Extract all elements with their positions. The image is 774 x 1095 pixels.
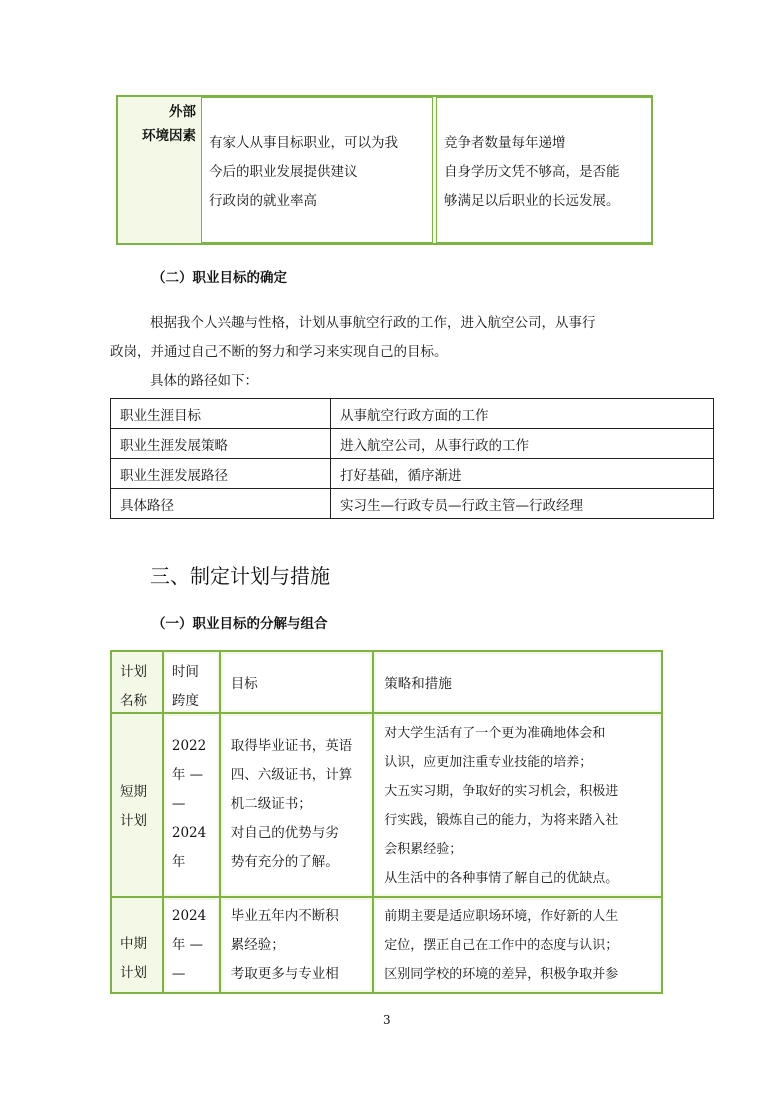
text-line: 今后的职业发展提供建议 [209,164,358,180]
text-line: 够满足以后职业的长远发展。 [444,193,620,209]
table-cell: 打好基础，循序渐进 [331,459,714,489]
strategy-line: 定位，摆正自己在工作中的态度与认识； [384,938,619,953]
span-line: — [171,966,186,982]
time-span-cell [163,897,220,993]
plan-name-line: 中期 [120,936,147,952]
career-path-table [110,398,714,519]
table-cell: 具体路径 [111,489,331,519]
section-heading: （一）职业目标的分解与组合 [152,616,328,632]
goal-line: 势有充分的了解。 [230,854,339,870]
table-cell: 职业生涯发展策略 [111,429,331,459]
text-line: 竞争者数量每年递增 [444,135,566,151]
table-row [111,429,714,459]
span-line: — [171,796,186,812]
strategy-line: 会积累经验； [384,842,463,857]
strategy-cell [373,713,662,897]
table-row [111,459,714,489]
table-row [111,489,714,519]
goal-line: 取得毕业证书，英语 [230,738,353,754]
goal-cell [220,713,373,897]
strategy-line: 区别同学校的环境的差异，积极争取并参 [384,967,619,982]
strategy-line: 前期主要是适应职场环境，作好新的人生 [384,909,619,924]
span-line: 年 [171,854,186,870]
header-text: 目标 [223,654,370,710]
header-line: 时间 [171,664,199,680]
opportunity-text [209,129,398,216]
strategy-line: 行实践，锻炼自己的能力，为将来踏入社 [384,813,619,828]
environment-label [130,100,196,148]
table-row [111,713,662,897]
plan-name-line: 计划 [120,813,147,829]
table-row [111,897,662,993]
span-line: 2024 [171,908,207,924]
text-line: 自身学历文凭不够高，是否能 [444,164,620,180]
strategy-line: 大五实习期，争取好的实习机会，积极进 [384,784,619,799]
strategy-cell [373,897,662,993]
text-line: 行政岗的就业率高 [209,193,317,209]
plan-table [110,650,663,994]
plan-name-cell [111,897,163,993]
goal-cell [220,897,373,993]
span-line: 2022 [171,738,207,754]
header-line: 名称 [120,693,147,709]
table-cell: 实习生—行政专员—行政主管—行政经理 [331,489,714,519]
strategy-line: 从生活中的各种事情了解自己的优缺点。 [384,871,619,886]
table-row [111,399,714,429]
section-heading: （二）职业目标的确定 [152,270,287,286]
header-cell [220,651,373,713]
span-line: 年 — [171,937,204,953]
paragraph-line: 具体的路径如下： [150,373,258,389]
strategy-line: 对大学生活有了一个更为准确地体会和 [384,726,606,741]
header-cell [373,651,662,713]
header-cell [163,651,220,713]
goal-line: 累经验； [230,937,285,953]
span-line: 年 — [171,767,204,783]
label-line: 环境因素 [142,128,196,144]
goal-line: 机二级证书； [230,796,312,812]
span-line: 2024 [171,825,207,841]
goal-line: 考取更多与专业相 [230,966,339,982]
paragraph-line: 根据我个人兴趣与性格，计划从事航空行政的工作，进入航空公司，从事行 [150,315,596,331]
text-line: 有家人从事目标职业，可以为我 [209,135,398,151]
paragraph-line: 政岗，并通过自己不断的努力和学习来实现自己的目标。 [110,344,448,360]
plan-name-line: 短期 [120,784,147,800]
header-cell [111,651,163,713]
header-line: 计划 [120,664,147,680]
threat-text [444,129,620,216]
table-cell: 职业生涯目标 [111,399,331,429]
plan-name-line: 计划 [120,965,147,981]
goal-line: 对自己的优势与劣 [230,825,339,841]
page-number: 3 [383,1013,391,1027]
strategy-line: 认识，应更加注重专业技能的培养； [384,755,593,770]
goal-line: 毕业五年内不断积 [230,908,339,924]
plan-name-cell [111,713,163,897]
table-cell: 从事航空行政方面的工作 [331,399,714,429]
time-span-cell [163,713,220,897]
table-cell: 职业生涯发展路径 [111,459,331,489]
table-cell: 进入航空公司，从事行政的工作 [331,429,714,459]
chapter-title: 三、制定计划与措施 [150,564,330,588]
header-line: 跨度 [171,693,199,709]
goal-line: 四、六级证书，计算 [230,767,353,783]
label-line: 外部 [169,104,196,120]
table-header-row [111,651,662,713]
header-text: 策略和措施 [376,654,659,710]
